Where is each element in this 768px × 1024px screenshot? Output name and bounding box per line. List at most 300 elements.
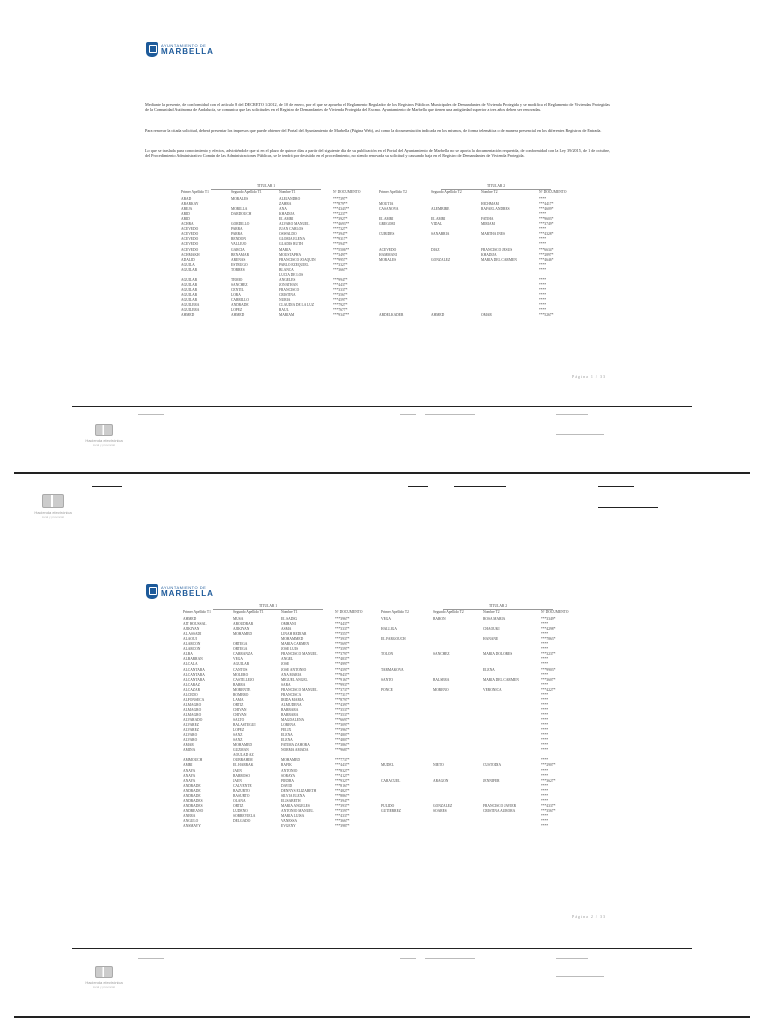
table-cell: **** bbox=[541, 798, 549, 803]
column-header: Segundo Apellido T2 bbox=[433, 610, 464, 614]
table-cell: ***3337* bbox=[333, 287, 348, 292]
table-cell: ***4597* bbox=[335, 667, 350, 672]
table-cell: DELGADO bbox=[233, 819, 251, 823]
table-cell: SANTO bbox=[381, 677, 393, 682]
table-cell: **** bbox=[539, 303, 547, 308]
table-cell: MOHAMED bbox=[233, 632, 252, 637]
table-cell: **** bbox=[539, 282, 547, 287]
table-cell: CARRANZA bbox=[233, 652, 253, 657]
table-cell: ASMA bbox=[281, 627, 292, 632]
table-cell: DARDOUCH bbox=[231, 212, 252, 217]
table-cell: VEGA bbox=[381, 617, 391, 621]
table-cell: ***2897* bbox=[539, 252, 554, 257]
table-cell: ALCARAZ bbox=[183, 682, 200, 687]
table-cell: ANDRADE bbox=[183, 788, 201, 793]
table-cell: ANDRADES bbox=[183, 798, 203, 803]
table-cell: ***7327* bbox=[333, 227, 348, 232]
table-cell: LUCIA DE LOS bbox=[279, 272, 304, 277]
table-cell: **** bbox=[541, 738, 549, 743]
titular-1-header: TITULAR 1 bbox=[213, 604, 323, 610]
table-cell: ALVARO bbox=[183, 733, 198, 738]
intro-paragraph-2: Para renovar la citada solicitud, deberá presentar los impresos que puede obtener del Portal del Ayuntamiento de Marbella (Página Web), así como la documentación indicada en los mismos, de forma telemática o de manera presencial en los diferentes Registros de Entrada. bbox=[145, 128, 602, 133]
column-header: Nº DOCUMENTO bbox=[541, 610, 569, 614]
logo-small-text: AYUNTAMIENTO DE bbox=[161, 584, 207, 590]
table-cell: **** bbox=[541, 783, 549, 788]
logo-small-text: AYUNTAMIENTO DE bbox=[161, 42, 207, 48]
table-cell: MAGDALENA bbox=[281, 718, 305, 722]
table-cell: ***9327* bbox=[335, 778, 350, 783]
table-cell: ***7927* bbox=[333, 303, 348, 308]
table-cell: ANERA bbox=[183, 813, 196, 818]
table-cell: MORILLA bbox=[231, 207, 248, 212]
table-cell: LINAH REDIAR bbox=[281, 632, 307, 637]
table-cell: ***3927* bbox=[333, 217, 348, 222]
table-cell: ADALID bbox=[181, 257, 195, 262]
table-cell: ALCANTARA bbox=[183, 667, 205, 672]
table-cell: SANABRIA bbox=[431, 232, 450, 237]
table-cell: **** bbox=[541, 723, 549, 728]
table-cell: VERONICA bbox=[483, 687, 502, 692]
table-cell: **** bbox=[539, 292, 547, 297]
table-cell: ***3597* bbox=[335, 808, 350, 813]
divider bbox=[72, 948, 692, 949]
divider bbox=[556, 976, 604, 977]
table-cell: ANAYA bbox=[183, 768, 196, 773]
table-cell: ORTEGA bbox=[233, 642, 248, 647]
footer-line-2: local y provincial bbox=[41, 515, 64, 519]
table-cell: ***4417* bbox=[539, 202, 554, 207]
table-cell: ***3327* bbox=[333, 262, 348, 267]
table-cell: ***4337* bbox=[541, 803, 556, 808]
table-cell: ***4597* bbox=[333, 298, 348, 302]
table-cell: HANANE bbox=[483, 637, 499, 642]
table-cell: ***9947* bbox=[333, 277, 348, 282]
table-cell: AGUILAR bbox=[181, 287, 198, 292]
table-cell: MIGUEL ANGEL bbox=[281, 677, 308, 682]
column-header: Nº DOCUMENTO bbox=[539, 190, 567, 194]
table-cell: ***8437* bbox=[335, 672, 350, 677]
table-cell: MORENO bbox=[433, 687, 449, 692]
table-cell: AHMED bbox=[431, 313, 445, 318]
table-cell: **** bbox=[541, 748, 549, 753]
table-cell: SILVIA ELENA bbox=[281, 793, 305, 798]
table-cell: MORALES bbox=[379, 257, 397, 262]
table-cell: FRANCISCO bbox=[279, 287, 300, 292]
table-cell: JENNIFER bbox=[483, 778, 500, 783]
table-cell: ***3737* bbox=[335, 687, 350, 692]
table-cell: MARIA LUISA bbox=[281, 813, 305, 818]
table-cell: EL AMRI bbox=[379, 217, 394, 222]
table-cell: **** bbox=[539, 277, 547, 282]
table-cell: ALFONSECA bbox=[183, 697, 205, 702]
table-cell: ***3337* bbox=[335, 627, 350, 632]
table-cell: GONZALEZ bbox=[431, 257, 451, 262]
table-cell: **** bbox=[541, 728, 549, 733]
table-cell: ALMAGRO bbox=[183, 712, 202, 717]
table-cell: ACHRA bbox=[181, 222, 194, 227]
table-cell: ***3667* bbox=[335, 819, 350, 823]
table-cell: BARROSO bbox=[233, 773, 250, 778]
table-cell: MORALES bbox=[231, 197, 249, 201]
table-cell: **** bbox=[541, 793, 549, 798]
table-cell: AGUILAR bbox=[181, 298, 198, 302]
table-cell: ***8167* bbox=[335, 783, 350, 788]
divider bbox=[400, 958, 416, 959]
table-cell: ***4807* bbox=[335, 738, 350, 743]
footer-line-1: Hacienda electrónica bbox=[85, 980, 123, 985]
table-cell: ZAHRA bbox=[279, 202, 292, 207]
divider bbox=[72, 406, 692, 407]
table-cell: CRISTINA AURORA bbox=[483, 808, 516, 813]
table-cell: OMHANI bbox=[281, 622, 296, 627]
table-cell: ***3567* bbox=[333, 292, 348, 297]
table-cell: MIRIAM bbox=[481, 222, 495, 227]
table-cell: ALVARADO bbox=[183, 718, 203, 722]
table-cell: GUZMAN bbox=[233, 748, 249, 753]
table-cell: SALTO bbox=[233, 718, 245, 722]
table-cell: ***4328* bbox=[539, 232, 554, 237]
table-cell: SANCHEZ bbox=[231, 282, 248, 287]
table-cell: ACEVEDO bbox=[181, 242, 199, 247]
table-cell: DENNYS ELIZABETH bbox=[281, 788, 317, 793]
table-cell: SORAYA bbox=[281, 773, 296, 778]
divider bbox=[556, 434, 604, 435]
table-cell: ELISABETH bbox=[281, 798, 301, 803]
table-cell: ANGELES bbox=[279, 277, 296, 282]
hacienda-logo-page-2-footer bbox=[78, 966, 130, 989]
table-cell: KHADIJA bbox=[279, 212, 295, 217]
table-cell: SANZ bbox=[233, 733, 243, 738]
table-cell: OLANA bbox=[233, 798, 246, 803]
table-cell: ALBA bbox=[183, 652, 193, 657]
table-cell: **** bbox=[539, 242, 547, 247]
divider bbox=[598, 486, 634, 487]
table-cell: OSWALDO bbox=[279, 232, 297, 237]
table-cell: ANDREANO bbox=[183, 808, 204, 813]
table-cell: ***3237* bbox=[541, 652, 556, 657]
shield-icon bbox=[146, 42, 158, 57]
table-cell: ABID bbox=[181, 217, 190, 222]
column-header: Nombre T2 bbox=[483, 610, 500, 614]
hacienda-icon bbox=[95, 424, 113, 436]
table-cell: ANGULO bbox=[183, 819, 199, 823]
table-cell: ALMUDENA bbox=[281, 702, 302, 707]
table-cell: ALMAGRO bbox=[183, 702, 202, 707]
column-header: Primer Apellido T2 bbox=[381, 610, 409, 614]
footer-line-2: local y provincial bbox=[92, 985, 115, 989]
table-cell: **** bbox=[541, 672, 549, 677]
table-cell: **** bbox=[541, 642, 549, 647]
divider bbox=[400, 414, 416, 415]
table-cell: **** bbox=[539, 298, 547, 302]
table-cell: AHMED bbox=[231, 313, 245, 318]
table-cell: NORMA AMADA bbox=[281, 748, 309, 753]
table-cell: FRANCISCO JOAQUIN bbox=[279, 257, 316, 262]
table-cell: AHMED bbox=[181, 313, 195, 318]
table-cell: SANCHEZ bbox=[433, 652, 450, 657]
table-cell: VANESSA bbox=[281, 819, 298, 823]
table-cell: FATIMA ZAHORA bbox=[281, 743, 310, 748]
table-cell: BARBARA bbox=[281, 707, 299, 712]
table-cell: GLORIA ELENA bbox=[279, 237, 306, 242]
logo-big-text: MARBELLA bbox=[161, 46, 214, 56]
table-cell: MARIAM bbox=[279, 313, 295, 318]
table-cell: ***4343** bbox=[333, 207, 350, 212]
table-cell: BAZURTO bbox=[233, 788, 250, 793]
table-cell: ***3497* bbox=[333, 252, 348, 257]
table-cell: ***6634* bbox=[539, 247, 554, 252]
table-cell: ALEJANDRO bbox=[279, 197, 301, 201]
table-cell: MUSA bbox=[233, 617, 244, 621]
table-cell: BARON bbox=[433, 617, 446, 621]
table-cell: ***4337* bbox=[335, 813, 350, 818]
table-cell: CUBIDES bbox=[379, 232, 395, 237]
table-cell: ***3937* bbox=[335, 803, 350, 808]
column-header: Segundo Apellido T2 bbox=[431, 190, 462, 194]
table-cell: KHADIJA bbox=[481, 252, 497, 257]
table-cell: ABAD bbox=[181, 197, 192, 201]
table-cell: ALCAZAR bbox=[183, 687, 200, 692]
table-cell: ***4837* bbox=[335, 657, 350, 662]
table-cell: VALLEJO bbox=[231, 242, 247, 247]
table-cell: **** bbox=[539, 212, 547, 217]
table-cell: SOARES bbox=[433, 808, 447, 813]
table-cell: CHIVAN bbox=[233, 707, 247, 712]
table-cell: LOPEZ bbox=[233, 728, 245, 733]
table-cell: AJIKIYAN bbox=[183, 627, 200, 632]
table-cell: ARENAS bbox=[231, 257, 246, 262]
table-cell: VIDAL bbox=[431, 222, 443, 227]
table-cell: ***4227* bbox=[541, 687, 556, 692]
table-cell: **** bbox=[541, 622, 549, 627]
table-cell: AGUILERA bbox=[181, 303, 200, 308]
table-cell: ***3349* bbox=[541, 617, 556, 621]
table-cell: MARIA CARMEN bbox=[281, 642, 310, 647]
table-cell: BENAMAR bbox=[231, 252, 249, 257]
table-cell: ACEVEDO bbox=[181, 232, 199, 237]
table-cell: DAVID bbox=[281, 783, 293, 788]
table-cell: **** bbox=[541, 743, 549, 748]
column-header: Nº DOCUMENTO bbox=[333, 190, 361, 194]
hacienda-logo bbox=[78, 424, 130, 447]
page-break-line bbox=[14, 1016, 750, 1018]
table-cell: ***9687* bbox=[335, 748, 350, 753]
table-cell: MOUTIA bbox=[379, 202, 394, 207]
table-cell: GARCIA bbox=[231, 247, 245, 252]
table-cell: ANAYA bbox=[183, 773, 196, 778]
titular-2-header: TITULAR 2 bbox=[443, 604, 553, 610]
table-cell: **** bbox=[539, 197, 547, 201]
table-cell: JAEN bbox=[233, 768, 242, 773]
table-cell: ***3749* bbox=[539, 222, 554, 227]
table-cell: ALCANTARA bbox=[183, 672, 205, 677]
marbella-logo-page-2 bbox=[146, 584, 214, 599]
page-break-line bbox=[14, 472, 750, 474]
table-cell: HALLIGA bbox=[381, 627, 397, 632]
table-cell: RENDON bbox=[231, 237, 246, 242]
column-header: Primer Apellido T1 bbox=[181, 190, 209, 194]
page-number-1: Página 1 / 33 bbox=[572, 374, 606, 379]
table-cell: SOBREVIELA bbox=[233, 813, 256, 818]
table-cell: ***3607* bbox=[541, 677, 556, 682]
table-cell: **** bbox=[539, 227, 547, 232]
table-cell: ALMAGRO bbox=[183, 707, 202, 712]
table-cell: ***7737* bbox=[335, 758, 350, 763]
table-cell: ROMERO bbox=[233, 692, 249, 697]
table-cell: ELENA bbox=[483, 667, 495, 672]
table-cell: AMAR bbox=[183, 743, 194, 748]
table-cell: **** bbox=[541, 758, 549, 763]
table-cell: **** bbox=[539, 237, 547, 242]
table-cell: PABLO EZEQUIEL bbox=[279, 262, 309, 267]
table-cell: BLANCA bbox=[279, 267, 294, 272]
table-cell: AGUILAR bbox=[233, 662, 250, 667]
table-cell: ***7317* bbox=[335, 692, 350, 697]
table-cell: ALVAREZ bbox=[183, 723, 199, 728]
table-cell: ***4609* bbox=[539, 207, 554, 212]
table-cell: ***2237* bbox=[333, 212, 348, 217]
table-cell: RAUL bbox=[279, 308, 289, 313]
table-cell: FRANCISCO JESUS bbox=[481, 247, 513, 252]
table-cell: ***4298* bbox=[541, 627, 556, 632]
footer-line-1: Hacienda electrónica bbox=[34, 510, 72, 515]
table-cell: MARIA DEL CARMEN bbox=[483, 677, 519, 682]
table-cell: AMMOUCH bbox=[183, 758, 203, 763]
table-cell: ***4827* bbox=[335, 788, 350, 793]
column-header: Nombre T1 bbox=[279, 190, 296, 194]
table-cell: **** bbox=[541, 788, 549, 793]
table-cell: ALARCON bbox=[183, 642, 201, 647]
intro-paragraph-3: Lo que se traslada para conocimiento y efectos, advirtiéndole que si en el plazo de quince días a partir del siguiente día de su publicación en el Portal del Ayuntamiento de Marbella no se aporta la documentación requerida, de conformidad con la Ley 39/2015, de 1 de octubre, del Procedimiento Administrativo Común de las Administraciones Públicas, se le tendrá por desistido en el procedimiento, no siendo renovada su solicitud y causando baja en el Registro de Demandantes de Vivienda Protegida. bbox=[145, 148, 610, 159]
table-cell: NURIA bbox=[279, 298, 291, 302]
table-cell: PARRA bbox=[231, 227, 243, 232]
table-cell: ORTEGA bbox=[233, 647, 248, 652]
table-cell: ABDELKADER bbox=[379, 313, 404, 318]
table-cell: OMAR bbox=[481, 313, 492, 318]
table-cell: ***3797* bbox=[335, 652, 350, 657]
marbella-logo bbox=[146, 42, 214, 57]
table-cell: GONZALEZ bbox=[433, 803, 453, 808]
table-cell: GREGORI bbox=[379, 222, 395, 227]
table-cell: CARRILLO bbox=[231, 298, 249, 302]
table-cell: AMINA bbox=[183, 748, 196, 753]
table-cell: EL FARGOUCH bbox=[381, 637, 406, 642]
table-cell: ***7863* bbox=[541, 637, 556, 642]
table-cell: ANA MARIA bbox=[281, 672, 302, 677]
table-cell: AGUILAR bbox=[181, 277, 198, 282]
table-cell: **** bbox=[541, 632, 549, 637]
hacienda-logo-page-2 bbox=[22, 494, 84, 519]
table-cell: ***3537* bbox=[335, 707, 350, 712]
table-cell: **** bbox=[541, 824, 549, 829]
table-cell: JOSE ANTONIO bbox=[281, 667, 307, 672]
table-cell: **** bbox=[539, 267, 547, 272]
table-cell: ACHMAKH bbox=[181, 252, 200, 257]
table-cell: **** bbox=[541, 657, 549, 662]
table-cell: **** bbox=[541, 697, 549, 702]
table-cell: ***3537* bbox=[335, 712, 350, 717]
column-header: Segundo Apellido T1 bbox=[233, 610, 264, 614]
table-cell: **** bbox=[541, 773, 549, 778]
table-cell: JOSE bbox=[281, 662, 290, 667]
table-cell: ***4437* bbox=[335, 622, 350, 627]
table-cell: ***3967* bbox=[335, 728, 350, 733]
table-cell: PARRA bbox=[231, 232, 243, 237]
table-cell: DIAZ bbox=[431, 247, 440, 252]
table-cell: AGUILAR bbox=[181, 282, 198, 287]
table-cell: AGUILAR bbox=[181, 267, 198, 272]
table-cell: ***8867* bbox=[335, 793, 350, 798]
table-cell: ***4127* bbox=[335, 773, 350, 778]
table-cell: ORTIZ bbox=[233, 803, 244, 808]
table-cell: ***9347** bbox=[333, 313, 350, 318]
table-cell: ***4997* bbox=[335, 662, 350, 667]
logo-big-text: MARBELLA bbox=[161, 588, 214, 598]
table-cell: BALSERA bbox=[433, 677, 450, 682]
table-cell: MARTHA INES bbox=[481, 232, 506, 237]
divider bbox=[425, 414, 475, 415]
table-cell: ALARCON bbox=[183, 647, 201, 652]
table-cell: ALVARO bbox=[183, 738, 198, 743]
table-cell: ***5506** bbox=[333, 247, 350, 252]
page-number-2: Página 2 / 33 bbox=[572, 914, 606, 919]
table-cell: ***5267* bbox=[539, 313, 554, 318]
table-cell: LAMA bbox=[233, 697, 244, 702]
table-cell: FRANCISCO MANUEL bbox=[281, 687, 318, 692]
table-cell: ANDRADE bbox=[183, 783, 201, 788]
table-cell: ***5697* bbox=[335, 642, 350, 647]
table-cell: GLADIS RUTH bbox=[279, 242, 303, 247]
table-cell: ***3597* bbox=[335, 647, 350, 652]
column-header: Segundo Apellido T1 bbox=[231, 190, 262, 194]
table-cell: ACEVEDO bbox=[181, 227, 199, 232]
table-cell: ANA bbox=[279, 207, 287, 212]
table-cell: MUDEL bbox=[381, 763, 394, 768]
divider bbox=[598, 507, 658, 508]
table-cell: BALASTEGUI bbox=[233, 723, 256, 728]
table-cell: **** bbox=[541, 813, 549, 818]
table-cell: ***4693** bbox=[333, 222, 350, 227]
table-cell: ANTONIO bbox=[281, 768, 298, 773]
table-cell: AGUILAR bbox=[181, 292, 198, 297]
footer-line-2: local y provincial bbox=[92, 443, 115, 447]
divider bbox=[138, 958, 164, 959]
table-cell: CARACUEL bbox=[381, 778, 401, 783]
table-cell: **** bbox=[541, 682, 549, 687]
table-cell: ***8797* bbox=[335, 697, 350, 702]
table-cell: SANZ bbox=[233, 738, 243, 743]
footer-line-1: Hacienda electrónica bbox=[85, 438, 123, 443]
table-cell: TOLON bbox=[381, 652, 394, 657]
table-cell: ANDRADES bbox=[183, 803, 203, 808]
table-cell: AGUILERA bbox=[181, 308, 200, 313]
table-cell: ***4437* bbox=[333, 282, 348, 287]
table-cell: RAFAEL ANDRES bbox=[481, 207, 510, 212]
table-cell: PIEDRA bbox=[281, 778, 294, 783]
table-cell: **** bbox=[539, 262, 547, 267]
table-cell: ACEVEDO bbox=[379, 247, 397, 252]
table-cell: CHIVAN bbox=[233, 712, 247, 717]
table-cell: ALEMBIRE bbox=[431, 207, 450, 212]
table-cell: LUDENO bbox=[233, 808, 248, 813]
table-cell: MOHAMED bbox=[233, 743, 252, 748]
table-cell: ***7397* bbox=[333, 197, 348, 201]
table-cell: ***3987* bbox=[335, 824, 350, 829]
table-cell: BARBARA bbox=[281, 712, 299, 717]
table-cell: BARRA bbox=[233, 682, 246, 687]
table-cell: LORENA bbox=[281, 723, 296, 728]
divider bbox=[408, 486, 428, 487]
